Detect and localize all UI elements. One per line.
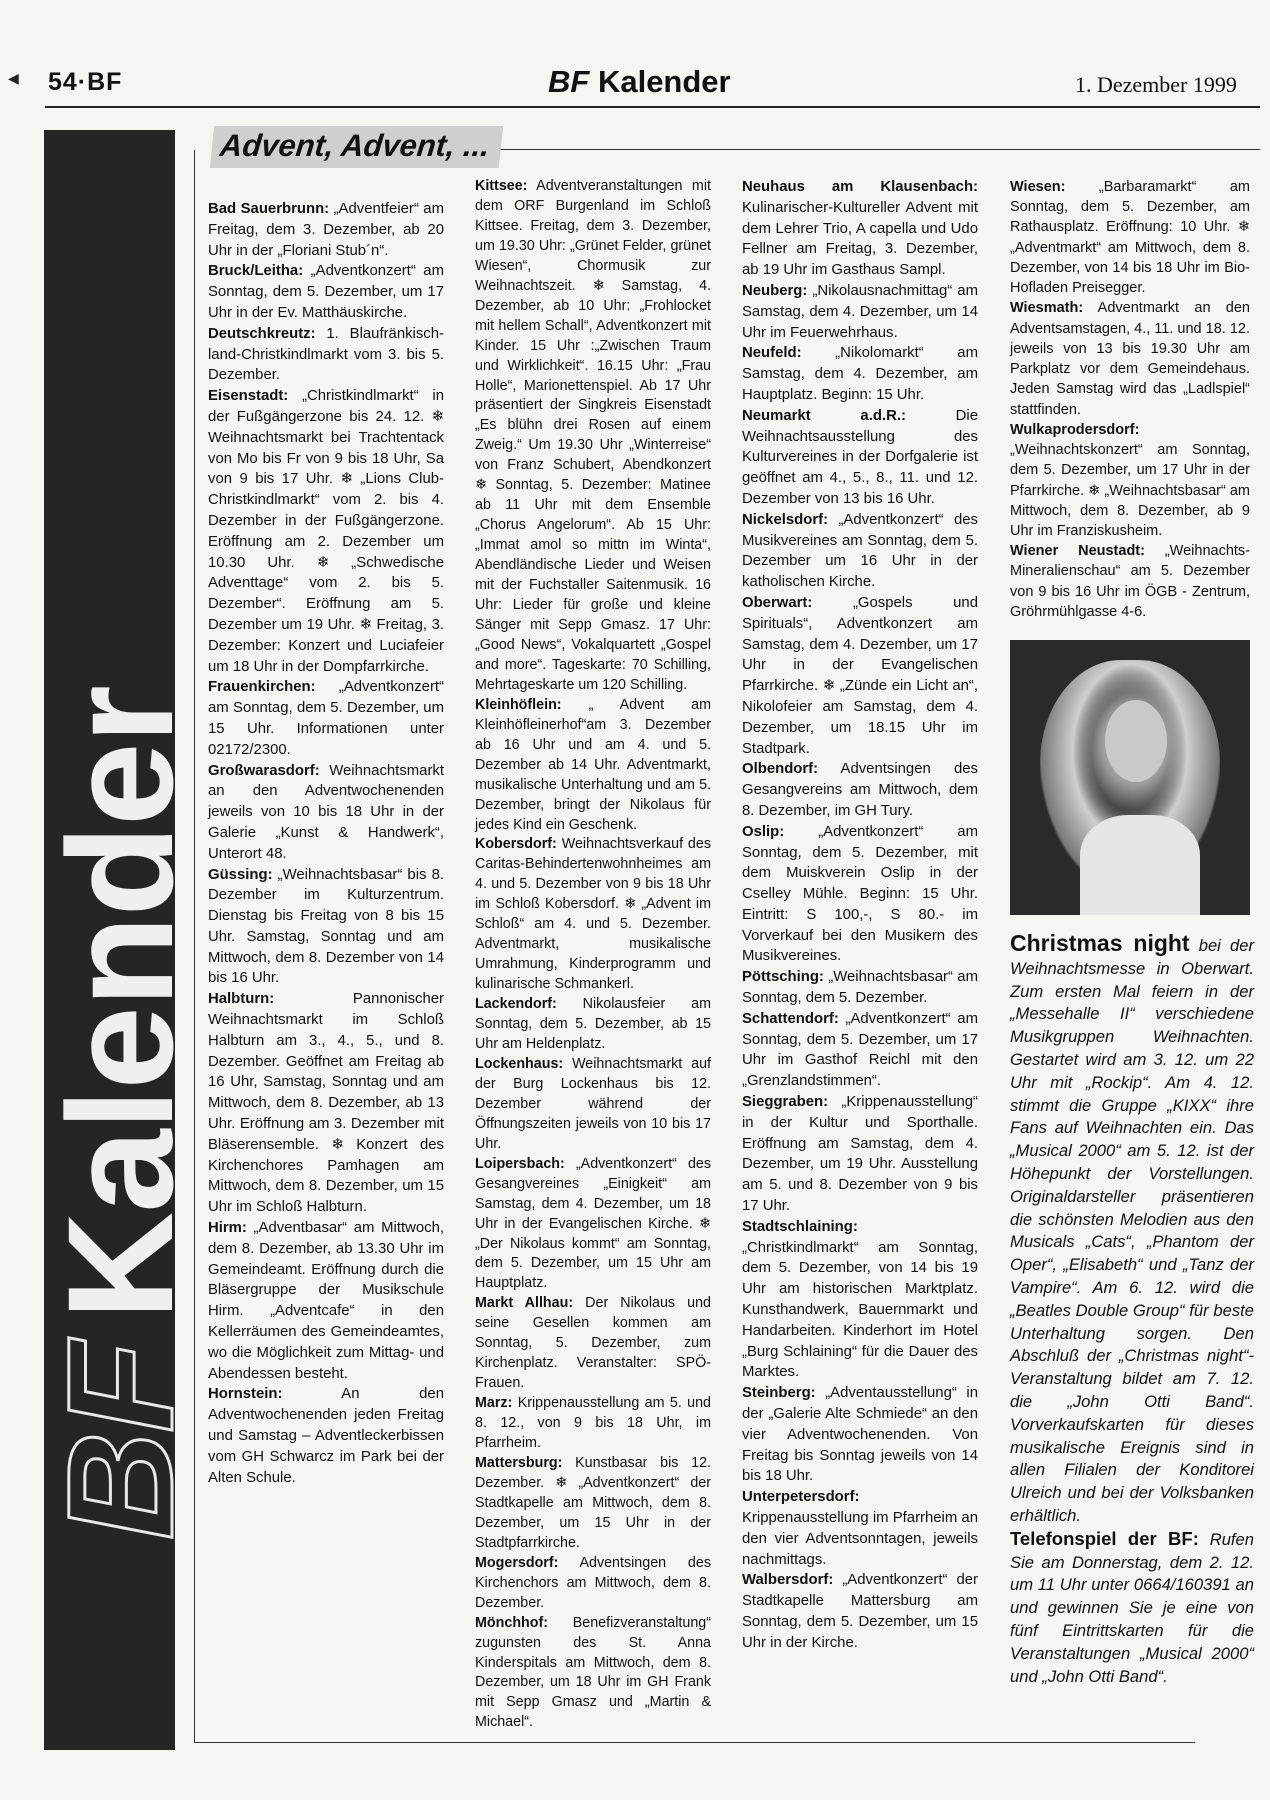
story-headline: Christmas night bbox=[1010, 930, 1190, 956]
column-4 bbox=[1010, 177, 1250, 622]
entry-text: „Christkindlmarkt“ am Sonntag, dem 5. Dezember, von 14 bis 19 Uhr am historischen Marktplatz. Kunsthandwerk, Bauernmarkt und Handarbeiten. Kinderhort im Hotel „Burg Schlaining“ für die Dauer des Marktes. bbox=[742, 1239, 978, 1381]
calendar-entry bbox=[475, 1394, 711, 1454]
entry-place: Bruck/Leitha: bbox=[208, 263, 304, 280]
calendar-entry bbox=[742, 1092, 978, 1217]
entry-text: Adventsingen des Gesangvereins am Mittwoch, dem 8. Dezember, im GH Tury. bbox=[742, 761, 978, 819]
calendar-entry bbox=[742, 1009, 978, 1092]
calendar-entry bbox=[208, 989, 444, 1218]
entry-text: Adventsingen des Kirchenchors am Mittwoch, dem 8. Dezember. bbox=[475, 1554, 711, 1611]
entry-text: „Weihnachtsbasar“ am Sonntag, dem 5. Dezember. bbox=[742, 969, 978, 1007]
calendar-entry bbox=[475, 696, 711, 836]
entry-text: Kunstbasar bis 12. Dezember. ❄ „Adventkonzert“ der Stadtkapelle am Mittwoch, dem 8. Dezember, um 15 Uhr in der Stadtpfarrkirche. bbox=[475, 1455, 711, 1551]
column-2 bbox=[475, 177, 711, 1733]
calendar-entry bbox=[1010, 420, 1250, 541]
calendar-entry bbox=[475, 1614, 711, 1734]
entry-text: „Adventkonzert“ am Sonntag, dem 5. Dezember, um 15 Uhr. Informationen unter 02172/2300. bbox=[208, 679, 444, 758]
calendar-entry bbox=[742, 177, 978, 281]
entry-place: Walbersdorf: bbox=[742, 1572, 834, 1589]
entry-text: „Weihnachtskonzert“ am Sonntag, dem 5. Dezember, um 17 Uhr in der Pfarrkirche. ❄ „Weihnachtsbasar“ am Mittwoch, dem 8. Dezember, ab 9 Uhr im Franziskusheim. bbox=[1010, 442, 1250, 539]
entry-text: Pannonischer Weihnachtsmarkt im Schloß Halbturn am 3., 4., 5., und 8. Dezember. Geöffnet am Freitag ab 16 Uhr, Samstag, Sonntag und am Mittwoch, dem 8. Dezember, ab 13 Uhr. Eröffnung am 3. Dezember mit Bläserensemble. ❄ Konzert des Kirchenchores Pamhagen am Mittwoch, dem 8. Dezember, um 15 Uhr im Schloß Halbturn. bbox=[208, 991, 444, 1216]
margin-mark: ◀ bbox=[8, 70, 19, 86]
entry-text: Adventveranstaltungen mit dem ORF Burgenland im Schloß Kittsee. Freitag, dem 3. Dezember, um 19.30 Uhr: „Grünet Felder, grünet Wiesen“, Chormusik zur Weihnachtszeit. ❄ Samstag, 4. Dezember, ab 10 Uhr: „Frohlocket mit hellem Schall“, Adventkonzert mit Kinder. 15 Uhr :„Zwischen Traum und Wirklichkeit“. 16.15 Uhr: „Frau Holle“, Marionettenspiel. Ab 17 Uhr präsentiert der Singkreis Eisenstadt „Es blühn drei Rosen auf einem Zweig.“ Um 19.30 Uhr „Winterreise“ von Franz Schubert, Abendkonzert ❄ Sonntag, 5. Dezember: Matinee ab 11 Uhr mit dem Ensemble „Chorus Angelorum“. Ab 15 Uhr: „Immat amol so mittn im Winta“, Abendländische Lieder und Weisen mit der Fuchstaller Saitenmusik. 16 Uhr: Lieder für große und kleine Sänger mit Sepp Gmasz. 17 Uhr: „Good News“, Vokalquartett „Gospel and more“. Tageskarte: 70 Schilling, Mehrtageskarte um 120 Schilling. bbox=[475, 178, 711, 693]
calendar-entry bbox=[742, 343, 978, 405]
calendar-entry bbox=[208, 761, 444, 865]
calendar-entry bbox=[475, 1055, 711, 1155]
entry-place: Marz: bbox=[475, 1395, 513, 1412]
header-rule bbox=[45, 106, 1260, 108]
entry-place: Wulkaprodersdorf: bbox=[1010, 421, 1140, 438]
entry-place: Stadtschlaining: bbox=[742, 1218, 858, 1235]
entry-place: Deutschkreutz: bbox=[208, 325, 316, 342]
entry-text: „Adventbasar“ am Mittwoch, dem 8. Dezember, ab 13.30 Uhr im Gemeindeamt. Eröffnung durch die Bläsergruppe der Musikschule Hirm. „Adventcafe“ in den Kellerräumen des Gemeindeamtes, wo die Möglichkeit zum Mittag- und Abendessen besteht. bbox=[208, 1220, 444, 1382]
calendar-entry bbox=[475, 177, 711, 696]
section-title: Advent, Advent, ... bbox=[210, 126, 504, 168]
entry-place: Neuhaus am Klausenbach: bbox=[742, 179, 978, 195]
column-3 bbox=[742, 177, 978, 1654]
entry-place: Hornstein: bbox=[208, 1386, 283, 1403]
entry-place: Neufeld: bbox=[742, 345, 802, 362]
calendar-entry bbox=[208, 677, 444, 760]
contest-body: Rufen Sie am Donnerstag, dem 2. 12. um 11 Uhr unter 0664/160391 an und gewinnen Sie je eine von fünf Eintrittskarten für die Veranstaltungen „Musical 2000“ und „John Otti Band“. bbox=[1010, 1529, 1254, 1686]
entry-place: Markt Allhau: bbox=[475, 1295, 574, 1312]
entry-place: Pöttsching: bbox=[742, 969, 824, 986]
entry-place: Mattersburg: bbox=[475, 1455, 563, 1471]
entry-text: 1. Blaufränkisch-land-Christkindlmarkt vom 3. bis 5. Dezember. bbox=[208, 325, 444, 384]
title-bf: BF bbox=[548, 64, 590, 99]
calendar-entry bbox=[475, 1554, 711, 1614]
calendar-entry bbox=[742, 510, 978, 593]
calendar-entry bbox=[475, 995, 711, 1055]
calendar-entry bbox=[742, 593, 978, 759]
entry-place: Neumarkt a.d.R.: bbox=[742, 407, 906, 424]
entry-text: „Adventausstellung“ in der „Galerie Alte Schmiede“ an den vier Adventwochenenden. Von Freitag bis Sonntag jeweils von 14 bis 18 Uhr. bbox=[742, 1385, 978, 1485]
entry-text: Kulinarischer-Kultureller Advent mit dem Lehrer Trio, A capella und Udo Fellner am Freitag, 3. Dezember, ab 19 Uhr im Gasthaus Sampl. bbox=[742, 199, 978, 279]
calendar-entry bbox=[742, 281, 978, 343]
entry-text: Nikolausfeier am Sonntag, dem 5. Dezember, ab 15 Uhr am Heldenplatz. bbox=[475, 996, 711, 1052]
entry-text: „Adventkonzert“ des Musikvereines am Sonntag, dem 5. Dezember um 16 Uhr in der katholischen Kirche. bbox=[742, 511, 978, 591]
entry-text: Der Nikolaus und seine Gesellen kommen am Sonntag, 5. Dezember, zum Kirchenplatz. Veranstalter: SPÖ-Frauen. bbox=[475, 1295, 711, 1392]
entry-text: „Weihnachts-Mineralienschau“ am 5. Dezember von 9 bis 16 Uhr im ÖGB - Zentrum, Gröhrmühlgasse 4-6. bbox=[1010, 543, 1251, 620]
calendar-entry bbox=[208, 1384, 444, 1488]
entry-text: Benefizveranstaltung“ zugunsten des St. Anna Kinderspitals am Mittwoch, dem 8. Dezember, um 18 Uhr im GH Frank mit Sepp Gmasz und „Martin & Michael“. bbox=[475, 1614, 711, 1731]
entry-place: Wiesmath: bbox=[1010, 300, 1084, 317]
story-body: bei der Weihnachtsmesse in Oberwart. Zum ersten Mal feiern in der „Messehalle II“ verschiedene Musikgruppen Weihnachten. Gestartet wird am 3. 12. um 22 Uhr mit „Rockip“. Am 4. 12. stimmt die Gruppe „KIXX“ ihre Fans auf Weihnachten ein. Das „Musical 2000“ am 5. 12. ist der Höhepunkt der Vorstellungen. Originaldarsteller präsentieren die schönsten Melodien aus den Musicals „Cats“, „Phantom der Oper“, „Elisabeth“ und „Tanz der Vampire“. Am 6. 12. wird die „Beatles Double Group“ für beste Unterhaltung sorgen. Den Abschluß der „Christmas night“-Veranstaltung bildet am 7. 12. die „John Otti Band“. Vorverkaufskarten für dieses musikalische Ereignis sind in allen Filialen der Konditorei Ulreich und bei der Volksbanken erhältlich. bbox=[1010, 936, 1254, 1525]
entry-text: Weihnachtsmarkt an den Adventwochenenden jeweils von 10 bis 18 Uhr in der Galerie „Kunst & Handwerk“, Unterort 48. bbox=[208, 762, 444, 862]
entry-place: Halbturn: bbox=[208, 991, 275, 1008]
entry-text: „Weihnachtsbasar“ bis 8. Dezember im Kulturzentrum. Dienstag bis Freitag von 8 bis 15 Uhr. Samstag, Sonntag und am Mittwoch, dem 8. Dezember von 14 bis 16 Uhr. bbox=[208, 866, 444, 987]
calendar-entry bbox=[208, 1218, 444, 1384]
entry-text: „Adventkonzert“ am Sonntag, dem 5. Dezember, um 17 Uhr in der Ev. Matthäuskirche. bbox=[208, 263, 444, 321]
entry-place: Loipersbach: bbox=[475, 1155, 565, 1172]
calendar-entry bbox=[208, 261, 444, 323]
issue-date: 1. Dezember 1999 bbox=[1075, 72, 1237, 97]
entry-text: „Nikolausnachmittag“ am Samstag, dem 4. Dezember, um 14 Uhr im Feuerwehrhaus. bbox=[742, 282, 978, 341]
singer-photo bbox=[1010, 640, 1250, 915]
photo-dress bbox=[1080, 815, 1200, 915]
entry-place: Bad Sauerbrunn: bbox=[208, 201, 330, 217]
calendar-entry bbox=[475, 1454, 711, 1554]
entry-place: Steinberg: bbox=[742, 1385, 816, 1402]
calendar-entry bbox=[1010, 298, 1250, 419]
calendar-entry bbox=[742, 1487, 978, 1570]
calendar-entry bbox=[742, 406, 978, 510]
entry-text: „Christkindlmarkt“ in der Fußgängerzone bis 24. 12. ❄ Weihnachtsmarkt bei Trachtentack von Mo bis Fr von 9 bis 18 Uhr, Sa von 9 bis 17 Uhr. ❄ „Lions Club-Christkindlmarkt“ vom 2. bis 4. Dezember in der Fußgängerzone. Eröffnung am 2. Dezember um 10.30 Uhr. ❄ „Schwedische Adventtage“ vom 2. bis 5. Dezember“. Eröffnung am 5. Dezember um 19 Uhr. ❄ Freitag, 3. Dezember: Konzert und Luciafeier um 18 Uhr in der Dompfarrkirche. bbox=[208, 388, 444, 675]
entry-text: Krippenausstellung im Pfarrheim an den vier Adventsonntagen, jeweils nachmittags. bbox=[742, 1510, 978, 1568]
entry-text: Die Weihnachtsausstellung des Kulturvereines in der Dorfgalerie ist geöffnet am 4., 5., 8., 11. und 12. Dezember von 13 bis 16 Uhr. bbox=[742, 407, 978, 507]
entry-text: „ Advent am Kleinhöfleinerhof“am 3. Dezember ab 16 Uhr und am 4. und 5. Dezember ab 14 Uhr. Adventmarkt, musikalische Unterhaltung und am 5. Dezember, bringt der Nikolaus für jedes Kind ein Geschenk. bbox=[475, 696, 711, 833]
entry-text: „Adventkonzert“ des Gesangvereines „Einigkeit“ am Samstag, dem 4. Dezember, um 18 Uhr in der Evangelischen Kirche. ❄ „Der Nikolaus kommt“ am Sonntag, dem 5. Dezember, um 15 Uhr am Hauptplatz. bbox=[475, 1155, 711, 1292]
entry-place: Neuberg: bbox=[742, 282, 808, 299]
banner-kalender: Kalender bbox=[36, 686, 204, 1321]
title-kalender: Kalender bbox=[597, 64, 731, 99]
calendar-entry bbox=[742, 1570, 978, 1653]
calendar-entry bbox=[475, 1294, 711, 1394]
calendar-entry bbox=[208, 324, 444, 386]
entry-place: Sieggraben: bbox=[742, 1094, 829, 1111]
calendar-entry bbox=[742, 1383, 978, 1487]
entry-text: „Adventkonzert“ der Stadtkapelle Mattersburg am Sonntag, dem 5. Dezember, um 15 Uhr in der Kirche. bbox=[742, 1572, 978, 1651]
calendar-entry bbox=[1010, 541, 1250, 622]
entry-place: Kittsee: bbox=[475, 178, 528, 194]
photo-face bbox=[1105, 700, 1167, 782]
entry-text: Adventmarkt an den Adventsamstagen, 4., 11. und 18. 12. jeweils von 13 bis 19.30 Uhr am Parkplatz vor dem Gemeindehaus. Jeden Samstag wird das „Ladlspiel“ stattfinden. bbox=[1010, 300, 1250, 418]
entry-text: „Nikolomarkt“ am Samstag, dem 4. Dezember, am Hauptplatz. Beginn: 15 Uhr. bbox=[742, 345, 978, 403]
entry-place: Hirm: bbox=[208, 1220, 247, 1237]
banner-bf: BF bbox=[36, 1342, 204, 1540]
calendar-entry bbox=[742, 759, 978, 821]
entry-text: „Adventfeier“ am Freitag, dem 3. Dezember, ab 20 Uhr in der „Floriani Stub´n“. bbox=[208, 201, 444, 259]
entry-text: „Adventkonzert“ am Sonntag, dem 5. Dezember, mit dem Muiskverein Oslip in der Cselley Mühle. Beginn: 15 Uhr. Eintritt: S 100,-, S 80.- im Vorverkauf bei den Musikern des Musikvereines. bbox=[742, 823, 978, 965]
entry-place: Großwarasdorf: bbox=[208, 762, 320, 779]
entry-place: Nickelsdorf: bbox=[742, 511, 829, 528]
entry-place: Frauenkirchen: bbox=[208, 679, 316, 696]
entry-place: Lackendorf: bbox=[475, 996, 557, 1013]
entry-text: Weihnachtsverkauf des Caritas-Behindertenwohnheimes am 4. und 5. Dezember von 9 bis 18 Uhr im Schloß Kobersdorf. ❄ „Advent im Schloß“ am 4. und 5. Dezember. Adventmarkt, musikalische Umrahmung, Kinderprogramm und kulinarische Schmankerl. bbox=[475, 836, 711, 993]
side-banner-text bbox=[36, 140, 204, 1540]
entry-text: „Adventkonzert“ am Sonntag, dem 5. Dezember, um 17 Uhr im Gasthof Reichl mit den „Grenzlandstimmen“. bbox=[742, 1010, 978, 1090]
calendar-entry bbox=[1010, 177, 1250, 298]
entry-place: Lockenhaus: bbox=[475, 1055, 564, 1072]
calendar-entry bbox=[475, 1155, 711, 1295]
sidebar-story bbox=[1010, 932, 1254, 1688]
entry-place: Kleinhöflein: bbox=[475, 696, 562, 713]
calendar-entry bbox=[475, 835, 711, 995]
entry-text: „Krippenausstellung“ in der Kultur und Sporthalle. Eröffnung am Samstag, dem 4. Dezember, um 19 Uhr. Ausstellung am 5. und 8. Dezember von 9 bis 17 Uhr. bbox=[742, 1094, 978, 1215]
entry-place: Oberwart: bbox=[742, 594, 813, 611]
entry-place: Wiener Neustadt: bbox=[1010, 543, 1145, 560]
entry-text: An den Adventwochenenden jeden Freitag und Samstag – Adventleckerbissen vom GH Schwarcz im Park bei der Alten Schule. bbox=[208, 1386, 444, 1486]
entry-text: Weihnachtsmarkt auf der Burg Lockenhaus bis 12. Dezember während der Öffnungszeiten jeweils von 10 bis 17 Uhr. bbox=[475, 1055, 711, 1152]
frame-top-rule bbox=[460, 149, 1260, 150]
page-number: 54·BF bbox=[48, 68, 123, 96]
calendar-entry bbox=[208, 199, 444, 261]
page-title bbox=[548, 64, 731, 100]
column-1 bbox=[208, 199, 444, 1488]
entry-place: Güssing: bbox=[208, 866, 273, 883]
calendar-entry bbox=[742, 822, 978, 968]
entry-text: „Gospels und Spirituals“, Adventkonzert am Samstag, dem 4. Dezember, um 17 Uhr in der Evangelischen Pfarrkirche. ❄ „Zünde ein Licht an“, Nikolofeier am Samstag, dem 4. Dezember, um 18.15 Uhr im Stadtpark. bbox=[742, 594, 978, 757]
entry-place: Unterpetersdorf: bbox=[742, 1489, 860, 1506]
entry-place: Mogersdorf: bbox=[475, 1554, 559, 1571]
calendar-entry bbox=[742, 1217, 978, 1383]
entry-place: Kobersdorf: bbox=[475, 836, 557, 853]
calendar-entry bbox=[208, 386, 444, 677]
entry-text: „Barbaramarkt“ am Sonntag, dem 5. Dezember, am Rathausplatz. Eröffnung: 10 Uhr. ❄ „Adventmarkt“ am Mittwoch, dem 8. Dezember, von 14 bis 18 Uhr im Bio-Hofladen Preisegger. bbox=[1010, 179, 1250, 297]
entry-place: Schattendorf: bbox=[742, 1010, 839, 1027]
calendar-entry bbox=[742, 967, 978, 1009]
calendar-entry bbox=[208, 865, 444, 990]
entry-place: Oslip: bbox=[742, 823, 785, 840]
entry-place: Wiesen: bbox=[1010, 179, 1066, 195]
entry-place: Eisenstadt: bbox=[208, 388, 289, 405]
entry-place: Mönchhof: bbox=[475, 1614, 549, 1631]
entry-place: Olbendorf: bbox=[742, 761, 819, 778]
contest-headline: Telefonspiel der BF: bbox=[1010, 1527, 1199, 1549]
entry-text: Krippenausstellung am 5. und 8. 12., von 9 bis 18 Uhr, im Pfarrheim. bbox=[475, 1395, 711, 1452]
